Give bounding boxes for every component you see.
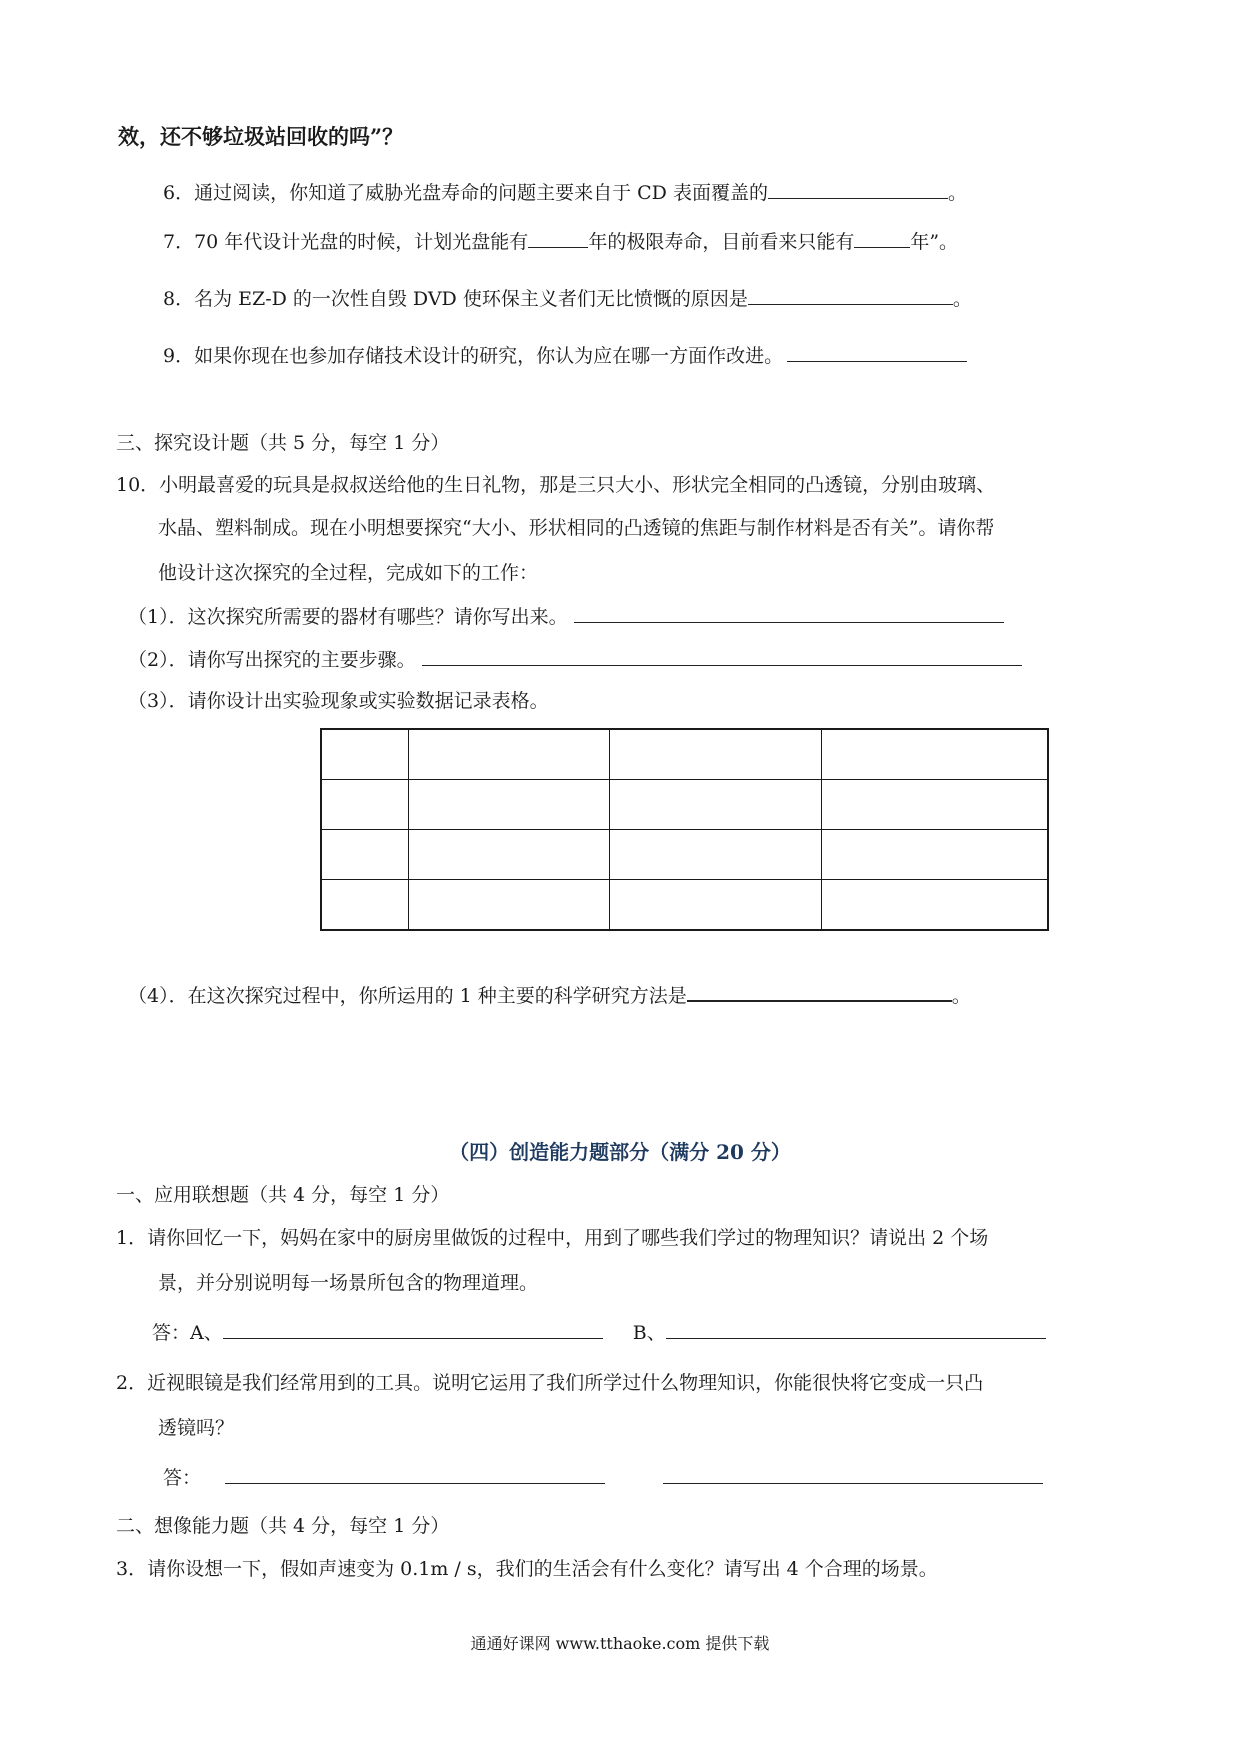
question-7-end: 年”。 [910, 231, 959, 253]
question-6-end: 。 [947, 182, 967, 204]
answer-label: 答： [163, 1467, 202, 1489]
question-1-line-2: 景，并分别说明每一场景所包含的物理道理。 [158, 1272, 539, 1294]
question-10-sub-3: （3）．请你设计出实验现象或实验数据记录表格。 [128, 690, 549, 712]
question-2-line-1: 2．近视眼镜是我们经常用到的工具。说明它运用了我们所学过什么物理知识，你能很快将它变成一只凸 [116, 1372, 984, 1394]
table-cell [822, 830, 1049, 880]
question-9-text: 9．如果你现在也参加存储技术设计的研究，你认为应在哪一方面作改进。 [163, 345, 784, 367]
table-cell [610, 880, 822, 931]
answer-blank [422, 645, 1022, 666]
question-10-line-1: 10．小明最喜爱的玩具是叔叔送给他的生日礼物，那是三只大小、形状完全相同的凸透镜，分别由玻璃、 [116, 474, 996, 496]
answer-blank [687, 980, 952, 1002]
answer-blank-b [666, 1318, 1046, 1339]
table-cell [610, 830, 822, 880]
question-2-line-2: 透镜吗？ [158, 1417, 235, 1439]
part-4-heading: （四）创造能力题部分（满分 20 分） [449, 1140, 791, 1164]
table-cell [321, 880, 409, 931]
table-cell [321, 830, 409, 880]
sub-2-text: （2）．请你写出探究的主要步骤。 [128, 649, 416, 671]
table-row [321, 729, 1048, 780]
table-row [321, 880, 1048, 931]
answer-blank [574, 602, 1004, 623]
question-1-answer [152, 1318, 1046, 1346]
table-cell [409, 880, 610, 931]
sub-4-end: 。 [951, 985, 971, 1007]
table-cell [822, 729, 1049, 780]
section-3-title: 三、探究设计题（共 5 分，每空 1 分） [116, 432, 450, 454]
table-cell [610, 729, 822, 780]
question-6-text: 6．通过阅读，你知道了威胁光盘寿命的问题主要来自于 CD 表面覆盖的 [163, 182, 768, 204]
answer-label-b: B、 [632, 1322, 666, 1344]
table-cell [321, 780, 409, 830]
table-row [321, 780, 1048, 830]
answer-blank [225, 1463, 605, 1484]
table-cell [409, 729, 610, 780]
section-1-title: 一、应用联想题（共 4 分，每空 1 分） [116, 1184, 450, 1206]
question-7-part1: 7．70 年代设计光盘的时候，计划光盘能有 [163, 231, 529, 253]
question-10-line-3: 他设计这次探究的全过程，完成如下的工作： [158, 562, 539, 584]
table-cell [822, 880, 1049, 931]
question-8-text: 8．名为 EZ-D 的一次性自毁 DVD 使环保主义者们无比愤慨的原因是 [163, 288, 748, 310]
sub-1-text: （1）．这次探究所需要的器材有哪些？请你写出来。 [128, 606, 568, 628]
answer-blank-a [223, 1318, 603, 1339]
table-row [321, 830, 1048, 880]
question-3: 3．请你设想一下，假如声速变为 0.1m / s，我们的生活会有什么变化？请写出 4 个合理的场景。 [116, 1558, 938, 1580]
continued-text-line: 效，还不够垃圾站回收的吗”？ [118, 124, 404, 149]
question-8 [163, 284, 972, 312]
question-7-part2: 年的极限寿命，目前看来只能有 [588, 231, 855, 253]
question-6 [163, 178, 967, 206]
answer-label: 答：A、 [152, 1322, 223, 1344]
table-cell [409, 780, 610, 830]
table-cell [610, 780, 822, 830]
question-10-sub-4 [128, 980, 971, 1009]
question-10-sub-2 [128, 645, 1022, 673]
answer-blank [528, 227, 588, 248]
question-10-sub-1 [128, 602, 1004, 630]
answer-blank [748, 284, 953, 305]
table-cell [321, 729, 409, 780]
table-cell [822, 780, 1049, 830]
sub-4-text: （4）．在这次探究过程中，你所运用的 1 种主要的科学研究方法是 [128, 985, 687, 1007]
question-10-line-2: 水晶、塑料制成。现在小明想要探究“大小、形状相同的凸透镜的焦距与制作材料是否有关”。请你帮 [158, 517, 995, 539]
page-footer: 通通好课网 www.tthaoke.com 提供下载 [470, 1634, 770, 1653]
question-9 [163, 341, 967, 369]
question-7 [163, 227, 958, 255]
data-record-table [320, 728, 1049, 931]
answer-blank [768, 178, 948, 199]
question-8-end: 。 [952, 288, 972, 310]
answer-blank [787, 341, 967, 362]
section-2-title: 二、想像能力题（共 4 分，每空 1 分） [116, 1515, 450, 1537]
question-2-answer [163, 1463, 1043, 1491]
answer-blank [854, 227, 910, 248]
table-cell [409, 830, 610, 880]
answer-blank [663, 1463, 1043, 1484]
question-1-line-1: 1．请你回忆一下，妈妈在家中的厨房里做饭的过程中，用到了哪些我们学过的物理知识？请说出 2 个场 [116, 1227, 989, 1249]
